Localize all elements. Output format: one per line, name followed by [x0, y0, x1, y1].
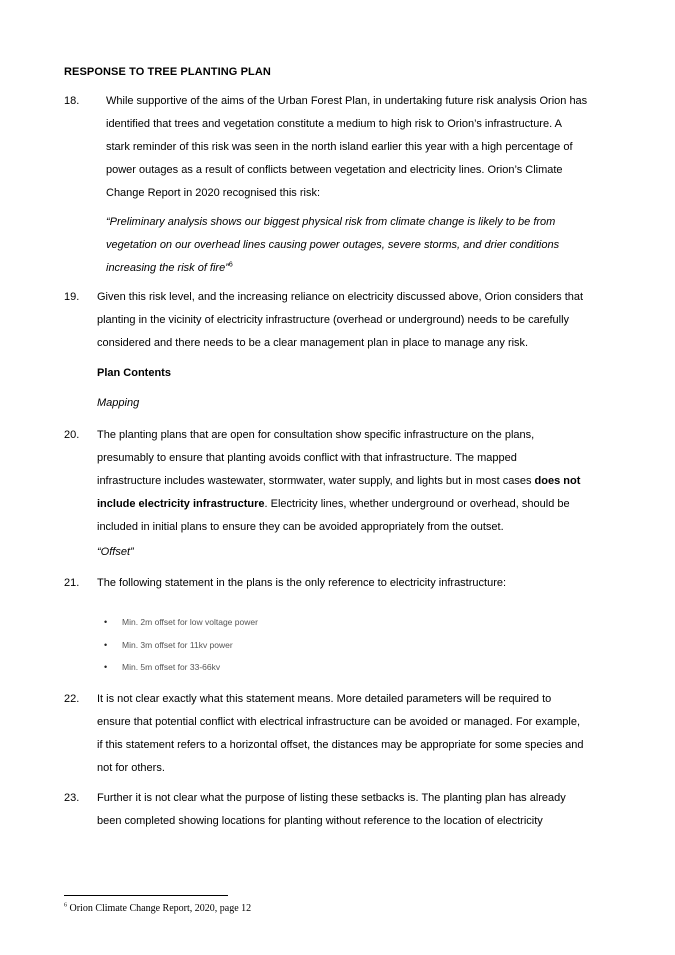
paragraph-line: considered and there needs to be a clear management plan in place to manage any risk. — [97, 337, 529, 349]
paragraph-line: planting in the vicinity of electricity infrastructure (overhead or underground) needs to be carefully — [97, 314, 570, 326]
paragraph-number: 20. — [64, 429, 80, 441]
subheading-mapping: Mapping — [97, 397, 140, 409]
list-item: • Min. 3m offset for 11kv power — [104, 634, 404, 657]
footnote-number: 6 — [64, 902, 67, 909]
offset-bullet-list — [104, 611, 404, 679]
paragraph-number: 19. — [64, 291, 80, 303]
quote-line: vegetation on our overhead lines causing power outages, severe storms, and drier conditions — [106, 239, 560, 251]
subheading-offset: “Offset” — [97, 546, 134, 558]
paragraph-22 — [64, 688, 610, 780]
quote-line: “Preliminary analysis shows our biggest physical risk from climate change is likely to be from — [106, 216, 556, 228]
footnote-reference[interactable]: 6 — [228, 261, 233, 269]
paragraph-line: Further it is not clear what the purpose of listing these setbacks is. The planting plan has already — [97, 792, 566, 804]
paragraph-line: It is not clear exactly what this statement means. More detailed parameters will be required to — [97, 693, 552, 705]
paragraph-line: Change Report in 2020 recognised this risk: — [106, 187, 321, 199]
paragraph-number: 18. — [64, 95, 80, 107]
paragraph-line: The planting plans that are open for consultation show specific infrastructure on the plans, — [97, 429, 535, 441]
paragraph-line: been completed showing locations for planting without reference to the location of electricity — [97, 815, 543, 827]
paragraph-line: identified that trees and vegetation constitute a medium to high risk to Orion’s infrastructure. A — [106, 118, 562, 130]
paragraph-line: not for others. — [97, 762, 165, 774]
paragraph-line: stark reminder of this risk was seen in the north island earlier this year with a high percentage of — [106, 141, 573, 153]
paragraph-line: presumably to ensure that planting avoids conflict with that infrastructure. The mapped — [97, 452, 517, 464]
paragraph-21 — [64, 572, 610, 595]
paragraph-line: infrastructure includes wastewater, stormwater, water supply, and lights but in most cases — [97, 475, 535, 487]
list-item: • Min. 2m offset for low voltage power — [104, 611, 404, 634]
footnote — [64, 903, 251, 914]
bold-emphasis: does not — [534, 475, 581, 487]
paragraph-line: The following statement in the plans is the only reference to electricity infrastructure: — [97, 577, 507, 589]
block-quote — [106, 211, 612, 280]
paragraph-19 — [64, 286, 610, 355]
bullet-icon: • — [104, 639, 108, 650]
paragraph-line: . Electricity lines, whether underground or overhead, should be — [264, 498, 570, 510]
list-item: • Min. 5m offset for 33-66kv — [104, 656, 404, 679]
section-heading: RESPONSE TO TREE PLANTING PLAN — [64, 66, 271, 78]
paragraph-line: Given this risk level, and the increasing reliance on electricity discussed above, Orion considers that — [97, 291, 584, 303]
paragraph-number: 23. — [64, 792, 80, 804]
paragraph-18 — [64, 90, 610, 205]
paragraph-number: 22. — [64, 693, 80, 705]
bullet-icon: • — [104, 617, 108, 627]
paragraph-number: 21. — [64, 577, 80, 589]
paragraph-line: While supportive of the aims of the Urban Forest Plan, in undertaking future risk analysis Orion has — [106, 95, 588, 107]
bullet-icon: • — [104, 662, 108, 672]
bold-emphasis: include electricity infrastructure — [97, 498, 265, 510]
footnote-text: Orion Climate Change Report, 2020, page 12 — [67, 903, 252, 914]
footnote-divider — [64, 895, 228, 896]
quote-line: increasing the risk of fire” — [106, 262, 229, 274]
paragraph-line: power outages as a result of conflicts between vegetation and electricity lines. Orion’s Climate — [106, 164, 563, 176]
paragraph-23 — [64, 787, 610, 833]
paragraph-line: included in initial plans to ensure they can be avoided appropriately from the outset. — [97, 521, 504, 533]
paragraph-line: if this statement refers to a horizontal offset, the distances may be appropriate for some species and — [97, 739, 584, 751]
paragraph-line: ensure that potential conflict with electrical infrastructure can be avoided or managed. For example, — [97, 716, 581, 728]
subheading-plan-contents: Plan Contents — [97, 367, 171, 379]
paragraph-20 — [64, 424, 610, 539]
